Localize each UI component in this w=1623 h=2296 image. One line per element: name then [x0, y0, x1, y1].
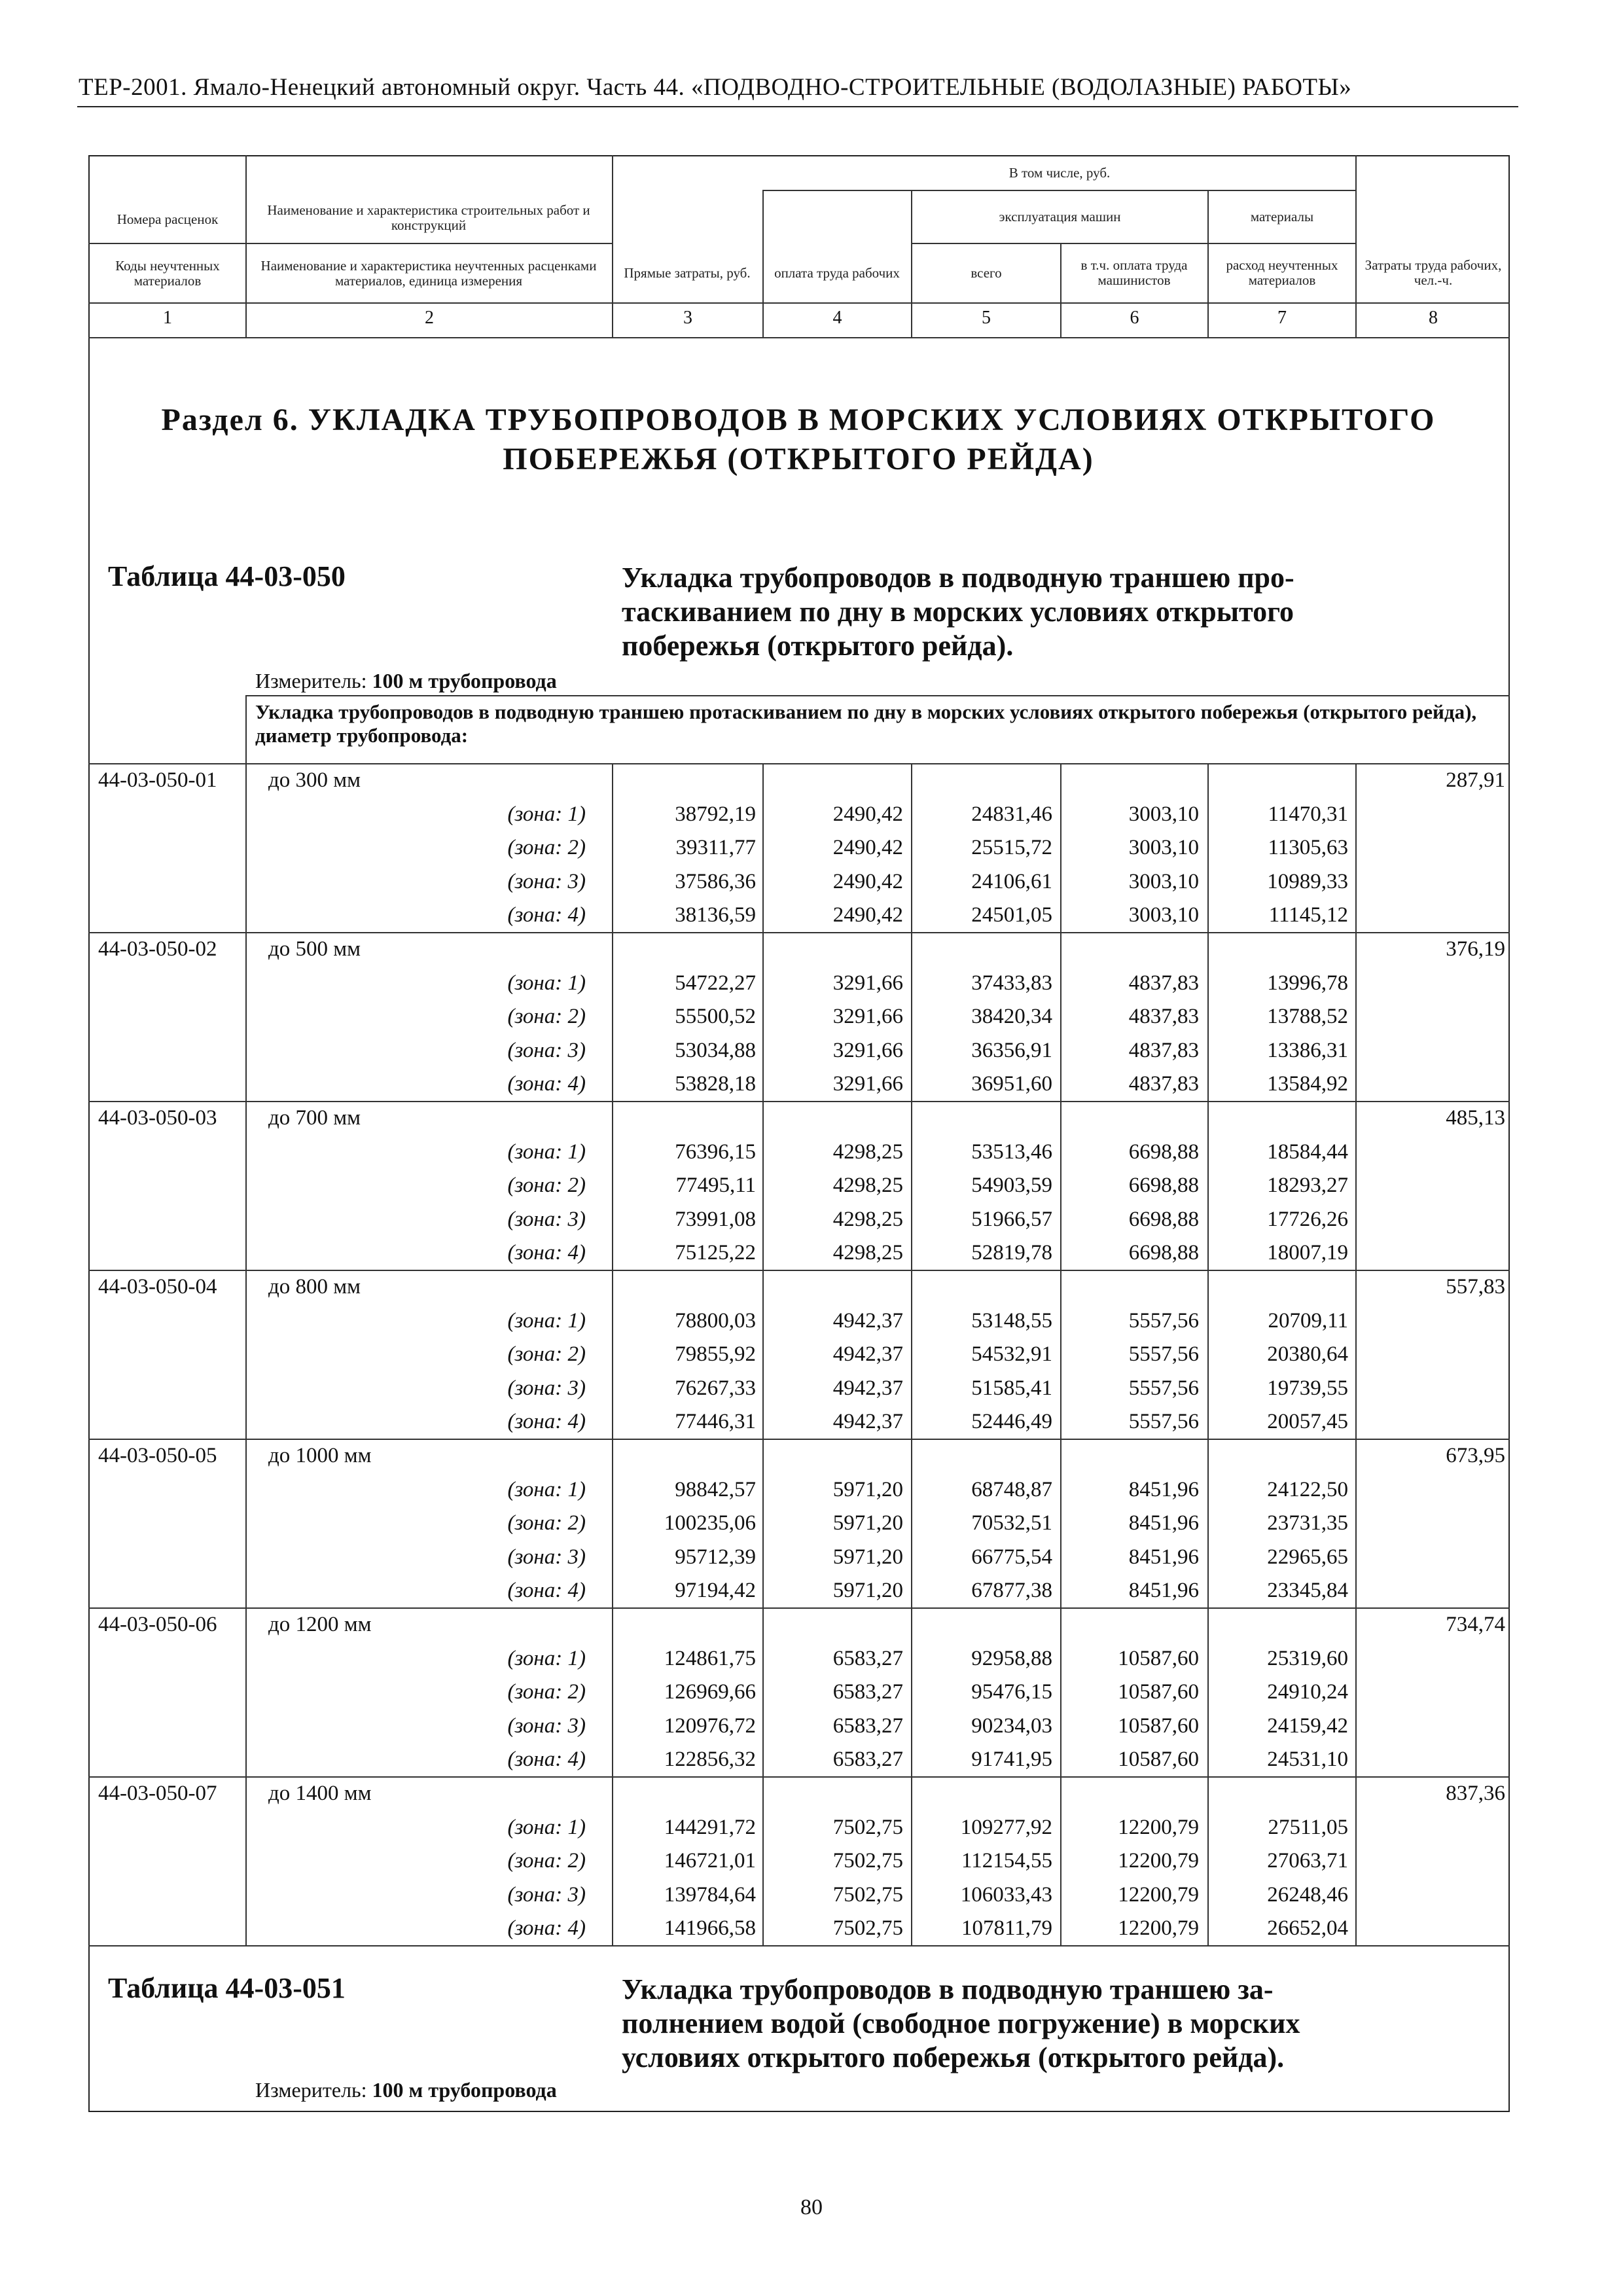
- materials-value-text: 27063,71: [1267, 1849, 1348, 1873]
- column-number: 2: [425, 308, 434, 328]
- grid-line: [612, 1439, 613, 1607]
- operators-value-text: 8451,96: [1128, 1579, 1199, 1602]
- labor-hours-text: 287,91: [1446, 768, 1505, 792]
- machines-value-text: 52819,78: [971, 1241, 1052, 1265]
- zone-label-text: (зона: 1): [507, 1139, 586, 1164]
- rate-code: 44-03-050-05: [98, 1444, 217, 1467]
- machines-value-text: 51966,57: [971, 1207, 1052, 1231]
- grid-line: [911, 1607, 912, 1776]
- materials-value-text: 13386,31: [1267, 1038, 1348, 1062]
- direct-value-text: 76396,15: [675, 1139, 756, 1164]
- grid-line: [1207, 1270, 1209, 1439]
- operators-value-text: 6698,88: [1128, 1174, 1199, 1197]
- grid-line: [88, 337, 1510, 338]
- grid-line: [612, 1270, 613, 1439]
- zone-label-text: (зона: 2): [507, 1342, 586, 1366]
- zone-label-text: (зона: 4): [507, 1916, 586, 1940]
- direct-value-text: 124861,75: [664, 1646, 756, 1670]
- grid-line: [1207, 1776, 1209, 1945]
- operators-value-text: 12200,79: [1118, 1849, 1199, 1873]
- grid-line: [88, 302, 1510, 304]
- header-labor-costs: Затраты труда рабочих, чел.-ч.: [1364, 257, 1502, 288]
- direct-value-text: 100235,06: [664, 1511, 756, 1535]
- zone-label-text: (зона: 1): [507, 1477, 586, 1501]
- materials-value-text: 18007,19: [1267, 1241, 1348, 1265]
- grid-line: [1355, 1607, 1357, 1776]
- column-number: 5: [982, 308, 991, 328]
- direct-value-text: 77446,31: [675, 1410, 756, 1433]
- grid-line: [1355, 932, 1357, 1101]
- machines-value-text: 36356,91: [971, 1038, 1052, 1062]
- operators-value-text: 5557,56: [1128, 1308, 1199, 1333]
- row-separator: [88, 1945, 1510, 1946]
- grid-line: [245, 763, 247, 932]
- direct-value-text: 55500,52: [675, 1005, 756, 1028]
- wages-value-text: 4298,25: [832, 1174, 903, 1197]
- operators-value-text: 5557,56: [1128, 1342, 1199, 1366]
- grid-line: [911, 1101, 912, 1270]
- direct-value-text: 78800,03: [675, 1308, 756, 1333]
- materials-value-text: 11305,63: [1268, 836, 1348, 859]
- direct-value-text: 146721,01: [664, 1849, 756, 1873]
- page-number: 80: [800, 2195, 823, 2219]
- rate-code: 44-03-050-03: [98, 1106, 217, 1130]
- zone-label-text: (зона: 2): [507, 1680, 586, 1704]
- grid-line: [1060, 763, 1061, 932]
- machines-value-text: 38420,34: [971, 1005, 1052, 1028]
- materials-value-text: 17726,26: [1267, 1207, 1348, 1231]
- zone-label-text: (зона: 1): [507, 971, 586, 995]
- grid-line: [1060, 1270, 1061, 1439]
- direct-value-text: 122856,32: [664, 1748, 756, 1771]
- measure-value: 100 м трубопровода: [372, 2078, 557, 2102]
- row-separator: [88, 763, 1510, 764]
- operators-value-text: 6698,88: [1128, 1139, 1199, 1164]
- direct-value-text: 144291,72: [664, 1815, 756, 1839]
- operators-value-text: 10587,60: [1118, 1646, 1199, 1670]
- direct-value-text: 141966,58: [664, 1916, 756, 1940]
- grid-line: [245, 1607, 247, 1776]
- diameter-label: до 700 мм: [268, 1106, 361, 1130]
- machines-value-text: 53513,46: [971, 1139, 1052, 1164]
- wages-value-text: 5971,20: [832, 1545, 903, 1569]
- machines-value-text: 107811,79: [961, 1916, 1052, 1940]
- materials-value-text: 10989,33: [1267, 869, 1348, 893]
- materials-value-text: 27511,05: [1268, 1815, 1348, 1839]
- labor-hours-text: 376,19: [1446, 937, 1505, 961]
- table-number: Таблица 44-03-050: [108, 560, 346, 592]
- zone-label-text: (зона: 2): [507, 1511, 586, 1535]
- running-header: ТЕР-2001. Ямало-Ненецкий автономный округ. Часть 44. «ПОДВОДНО-СТРОИТЕЛЬНЫЕ (ВОДОЛАЗНЫЕ) РАБОТЫ»: [79, 74, 1352, 101]
- header-operator-wages: в т.ч. оплата труда машинистов: [1080, 257, 1188, 288]
- grid-line: [762, 1439, 764, 1607]
- zone-label-text: (зона: 4): [507, 1748, 586, 1771]
- direct-value-text: 75125,22: [675, 1241, 756, 1265]
- materials-value-text: 19739,55: [1267, 1376, 1348, 1400]
- machines-value-text: 109277,92: [960, 1815, 1052, 1839]
- diameter-label: до 800 мм: [268, 1275, 361, 1299]
- grid-line: [1060, 1439, 1061, 1607]
- row-separator: [88, 1607, 1510, 1609]
- column-number: 6: [1130, 308, 1139, 328]
- labor-hours-text: 734,74: [1446, 1613, 1505, 1636]
- wages-value-text: 7502,75: [832, 1815, 903, 1839]
- grid-line: [1207, 932, 1209, 1101]
- machines-value-text: 54903,59: [971, 1174, 1052, 1197]
- operators-value-text: 6698,88: [1128, 1241, 1199, 1265]
- machines-value-text: 106033,43: [960, 1882, 1052, 1907]
- header-rate-numbers: Номера расценок: [116, 211, 219, 227]
- wages-value-text: 5971,20: [832, 1477, 903, 1501]
- grid-line: [1060, 932, 1061, 1101]
- grid-line: [911, 1439, 912, 1607]
- zone-label-text: (зона: 3): [507, 1376, 586, 1400]
- table-title-line: побережья (открытого рейда).: [622, 630, 1014, 662]
- diameter-label: до 1400 мм: [268, 1782, 372, 1805]
- grid-line: [762, 932, 764, 1101]
- operators-value-text: 12200,79: [1118, 1916, 1199, 1940]
- table-title-line: условиях открытого побережья (открытого рейда).: [622, 2041, 1285, 2073]
- header-including: В том числе, руб.: [1008, 164, 1111, 181]
- operators-value-text: 8451,96: [1128, 1511, 1199, 1535]
- wages-value-text: 2490,42: [832, 869, 903, 893]
- wages-value-text: 5971,20: [832, 1579, 903, 1602]
- materials-value-text: 20380,64: [1267, 1342, 1348, 1366]
- zone-label-text: (зона: 4): [507, 1241, 586, 1265]
- wages-value-text: 2490,42: [832, 903, 903, 927]
- column-number: 4: [832, 308, 842, 328]
- machines-value-text: 53148,55: [971, 1308, 1052, 1333]
- measure-label: Измеритель:: [255, 669, 367, 692]
- materials-value-text: 11470,31: [1268, 802, 1348, 826]
- wages-value-text: 3291,66: [832, 971, 903, 995]
- grid-line: [245, 1101, 247, 1270]
- grid-line: [1355, 1439, 1357, 1607]
- operators-value-text: 4837,83: [1128, 1038, 1199, 1062]
- wages-value-text: 4298,25: [832, 1139, 903, 1164]
- wages-value-text: 7502,75: [832, 1849, 903, 1873]
- direct-value-text: 53828,18: [675, 1072, 756, 1096]
- rate-code: 44-03-050-06: [98, 1613, 217, 1636]
- direct-value-text: 53034,88: [675, 1038, 756, 1062]
- wages-value-text: 4942,37: [832, 1342, 903, 1366]
- grid-line: [245, 1270, 247, 1439]
- table-title-line: Укладка трубопроводов в подводную траншею за-: [622, 1973, 1274, 2005]
- operators-value-text: 10587,60: [1118, 1680, 1199, 1704]
- operators-value-text: 5557,56: [1128, 1376, 1199, 1400]
- rate-code: 44-03-050-04: [98, 1275, 217, 1299]
- rate-code: 44-03-050-07: [98, 1782, 217, 1805]
- zone-label-text: (зона: 3): [507, 869, 586, 893]
- grid-line: [88, 243, 612, 244]
- table-title-line: полнением водой (свободное погружение) в морских: [622, 2007, 1300, 2039]
- operators-value-text: 6698,88: [1128, 1207, 1199, 1231]
- grid-line: [911, 932, 912, 1101]
- direct-value-text: 97194,42: [675, 1579, 756, 1602]
- operators-value-text: 4837,83: [1128, 1005, 1199, 1028]
- materials-value-text: 24531,10: [1267, 1748, 1348, 1771]
- materials-value-text: 26652,04: [1267, 1916, 1348, 1940]
- column-number: 3: [683, 308, 692, 328]
- zone-label-text: (зона: 2): [507, 1174, 586, 1197]
- measure-value: 100 м трубопровода: [372, 669, 557, 692]
- grid-line: [1060, 1607, 1061, 1776]
- table-title-line: таскиванием по дну в морских условиях открытого: [622, 596, 1294, 628]
- zone-label-text: (зона: 2): [507, 836, 586, 859]
- operators-value-text: 3003,10: [1128, 869, 1199, 893]
- wages-value-text: 3291,66: [832, 1072, 903, 1096]
- zone-label-text: (зона: 4): [507, 1579, 586, 1602]
- materials-value-text: 23731,35: [1267, 1511, 1348, 1535]
- measure-unit: [255, 669, 557, 693]
- wages-value-text: 6583,27: [832, 1646, 903, 1670]
- wages-value-text: 4942,37: [832, 1308, 903, 1333]
- direct-value-text: 73991,08: [675, 1207, 756, 1231]
- operators-value-text: 3003,10: [1128, 802, 1199, 826]
- wages-value-text: 6583,27: [832, 1713, 903, 1738]
- zone-label-text: (зона: 3): [507, 1545, 586, 1569]
- grid-line: [1355, 1101, 1357, 1270]
- grid-line: [1355, 763, 1357, 932]
- header-material-codes: Коды неучтенных материалов: [115, 257, 220, 289]
- column-number: 8: [1429, 308, 1438, 328]
- grid-line: [245, 1439, 247, 1607]
- materials-value-text: 13996,78: [1267, 971, 1348, 995]
- machines-value-text: 54532,91: [971, 1342, 1052, 1366]
- wages-value-text: 4298,25: [832, 1207, 903, 1231]
- grid-line: [612, 1776, 613, 1945]
- materials-value-text: 22965,65: [1267, 1545, 1348, 1569]
- zone-label-text: (зона: 3): [507, 1207, 586, 1231]
- machines-value-text: 91741,95: [971, 1748, 1052, 1771]
- operators-value-text: 10587,60: [1118, 1748, 1199, 1771]
- machines-value-text: 90234,03: [971, 1713, 1052, 1738]
- machines-value-text: 37433,83: [971, 971, 1052, 995]
- row-separator: [88, 1101, 1510, 1102]
- direct-value-text: 39311,77: [675, 836, 756, 859]
- wages-value-text: 3291,66: [832, 1038, 903, 1062]
- materials-value-text: 23345,84: [1267, 1579, 1348, 1602]
- wages-value-text: 2490,42: [832, 836, 903, 859]
- operators-value-text: 4837,83: [1128, 971, 1199, 995]
- wages-value-text: 2490,42: [832, 802, 903, 826]
- materials-value-text: 20709,11: [1268, 1308, 1348, 1333]
- operators-value-text: 8451,96: [1128, 1477, 1199, 1501]
- table-title: [622, 1973, 1420, 2075]
- grid-line: [1207, 1607, 1209, 1776]
- wages-value-text: 4942,37: [832, 1410, 903, 1433]
- section-title-line: Раздел 6. УКЛАДКА ТРУБОПРОВОДОВ В МОРСКИХ УСЛОВИЯХ ОТКРЫТОГО: [161, 403, 1436, 437]
- direct-value-text: 120976,72: [664, 1713, 756, 1738]
- grid-line: [1060, 1101, 1061, 1270]
- materials-value-text: 26248,46: [1267, 1882, 1348, 1907]
- grid-line: [1060, 1776, 1061, 1945]
- machines-value-text: 36951,60: [971, 1072, 1052, 1096]
- operators-value-text: 12200,79: [1118, 1815, 1199, 1839]
- machines-value-text: 67877,38: [971, 1579, 1052, 1602]
- grid-line: [245, 695, 247, 763]
- materials-value-text: 25319,60: [1267, 1646, 1348, 1670]
- diameter-label: до 1000 мм: [268, 1444, 372, 1467]
- direct-value-text: 126969,66: [664, 1680, 756, 1704]
- machines-value-text: 24106,61: [971, 869, 1052, 893]
- operators-value-text: 3003,10: [1128, 903, 1199, 927]
- wages-value-text: 3291,66: [832, 1005, 903, 1028]
- row-separator: [88, 1776, 1510, 1778]
- header-work-name: Наименование и характеристика строительных работ и конструкций: [267, 202, 590, 233]
- diameter-label: до 500 мм: [268, 937, 361, 961]
- header-unaccounted-materials: расход неучтенных материалов: [1226, 257, 1338, 288]
- grid-line: [612, 763, 613, 932]
- materials-value-text: 24159,42: [1267, 1713, 1348, 1738]
- machines-value-text: 52446,49: [971, 1410, 1052, 1433]
- grid-line: [245, 1776, 247, 1945]
- labor-hours-text: 673,95: [1446, 1444, 1505, 1467]
- labor-hours-text: 485,13: [1446, 1106, 1505, 1130]
- zone-label-text: (зона: 3): [507, 1713, 586, 1738]
- operators-value-text: 4837,83: [1128, 1072, 1199, 1096]
- direct-value-text: 38792,19: [675, 802, 756, 826]
- materials-value-text: 20057,45: [1267, 1410, 1348, 1433]
- operators-value-text: 5557,56: [1128, 1410, 1199, 1433]
- diameter-label: до 300 мм: [268, 768, 361, 792]
- header-wages: оплата труда рабочих: [774, 264, 900, 281]
- labor-hours-text: 837,36: [1446, 1782, 1505, 1805]
- grid-line: [612, 932, 613, 1101]
- wages-value-text: 4942,37: [832, 1376, 903, 1400]
- grid-line: [1207, 1439, 1209, 1607]
- zone-label-text: (зона: 3): [507, 1882, 586, 1907]
- operators-value-text: 10587,60: [1118, 1713, 1199, 1738]
- wages-value-text: 4298,25: [832, 1241, 903, 1265]
- grid-line: [612, 1101, 613, 1270]
- grid-line: [911, 763, 912, 932]
- grid-line: [1355, 1776, 1357, 1945]
- header-machines-total: всего: [971, 264, 1002, 281]
- machines-value-text: 70532,51: [971, 1511, 1052, 1535]
- zone-label-text: (зона: 2): [507, 1005, 586, 1028]
- header-machine-operation: эксплуатация машин: [999, 208, 1121, 224]
- direct-value-text: 76267,33: [675, 1376, 756, 1400]
- table-title: [622, 561, 1420, 663]
- direct-value-text: 37586,36: [675, 869, 756, 893]
- grid-line: [245, 695, 1510, 696]
- machines-value-text: 24831,46: [971, 802, 1052, 826]
- machines-value-text: 68748,87: [971, 1477, 1052, 1501]
- materials-value-text: 18293,27: [1267, 1174, 1348, 1197]
- header-direct-costs: Прямые затраты, руб.: [624, 264, 751, 281]
- zone-label-text: (зона: 1): [507, 1815, 586, 1839]
- wages-value-text: 7502,75: [832, 1916, 903, 1940]
- measure-unit: [255, 2078, 557, 2102]
- direct-value-text: 38136,59: [675, 903, 756, 927]
- rate-code: 44-03-050-01: [98, 768, 217, 792]
- grid-line: [762, 1101, 764, 1270]
- direct-value-text: 98842,57: [675, 1477, 756, 1501]
- operators-value-text: 3003,10: [1128, 836, 1199, 859]
- zone-label-text: (зона: 1): [507, 802, 586, 826]
- wages-value-text: 5971,20: [832, 1511, 903, 1535]
- grid-line: [1355, 1270, 1357, 1439]
- operators-value-text: 12200,79: [1118, 1882, 1199, 1907]
- zone-label-text: (зона: 1): [507, 1308, 586, 1333]
- direct-value-text: 79855,92: [675, 1342, 756, 1366]
- grid-line: [762, 763, 764, 932]
- machines-value-text: 66775,54: [971, 1545, 1052, 1569]
- grid-line: [762, 190, 1355, 191]
- grid-line: [1207, 1101, 1209, 1270]
- rate-code: 44-03-050-02: [98, 937, 217, 961]
- diameter-label: до 1200 мм: [268, 1613, 372, 1636]
- column-number: 7: [1277, 308, 1287, 328]
- group-title: Укладка трубопроводов в подводную траншею протаскиванием по дну в морских условиях открытого побережья (открытого рейда), диаметр трубопровода:: [255, 700, 1477, 747]
- zone-label-text: (зона: 3): [507, 1038, 586, 1062]
- materials-value-text: 11145,12: [1268, 903, 1348, 927]
- zone-label-text: (зона: 4): [507, 903, 586, 927]
- header-material-name: Наименование и характеристика неучтенных расценками материалов, единица измерения: [260, 257, 597, 289]
- materials-value-text: 13788,52: [1267, 1005, 1348, 1028]
- measure-label: Измеритель:: [255, 2078, 367, 2102]
- machines-value-text: 51585,41: [971, 1376, 1052, 1400]
- zone-label-text: (зона: 4): [507, 1410, 586, 1433]
- machines-value-text: 92958,88: [971, 1646, 1052, 1670]
- direct-value-text: 95712,39: [675, 1545, 756, 1569]
- machines-value-text: 95476,15: [971, 1680, 1052, 1704]
- operators-value-text: 8451,96: [1128, 1545, 1199, 1569]
- machines-value-text: 24501,05: [971, 903, 1052, 927]
- grid-line: [911, 1270, 912, 1439]
- labor-hours-text: 557,83: [1446, 1275, 1505, 1299]
- materials-value-text: 24122,50: [1267, 1477, 1348, 1501]
- materials-value-text: 24910,24: [1267, 1680, 1348, 1704]
- direct-value-text: 77495,11: [675, 1174, 756, 1197]
- direct-value-text: 54722,27: [675, 971, 756, 995]
- column-number: 1: [163, 308, 172, 328]
- grid-line: [1207, 763, 1209, 932]
- header-materials: материалы: [1250, 208, 1314, 224]
- grid-line: [762, 1776, 764, 1945]
- zone-label-text: (зона: 1): [507, 1646, 586, 1670]
- zone-label-text: (зона: 4): [507, 1072, 586, 1096]
- grid-line: [911, 1776, 912, 1945]
- table-title-line: Укладка трубопроводов в подводную траншею про-: [622, 562, 1294, 594]
- direct-value-text: 139784,64: [664, 1882, 756, 1907]
- machines-value-text: 25515,72: [971, 836, 1052, 859]
- zone-label-text: (зона: 2): [507, 1849, 586, 1873]
- wages-value-text: 6583,27: [832, 1680, 903, 1704]
- header-rule: [77, 106, 1518, 107]
- row-separator: [88, 932, 1510, 933]
- materials-value-text: 18584,44: [1267, 1139, 1348, 1164]
- grid-line: [762, 1270, 764, 1439]
- materials-value-text: 13584,92: [1267, 1072, 1348, 1096]
- grid-line: [911, 243, 1355, 244]
- section-title: [92, 401, 1505, 479]
- grid-line: [762, 1607, 764, 1776]
- machines-value-text: 112154,55: [961, 1849, 1052, 1873]
- grid-line: [612, 1607, 613, 1776]
- wages-value-text: 6583,27: [832, 1748, 903, 1771]
- grid-line: [245, 932, 247, 1101]
- row-separator: [88, 1439, 1510, 1440]
- wages-value-text: 7502,75: [832, 1882, 903, 1907]
- row-separator: [88, 1270, 1510, 1271]
- section-title-line: ПОБЕРЕЖЬЯ (ОТКРЫТОГО РЕЙДА): [503, 442, 1094, 476]
- table-number: Таблица 44-03-051: [108, 1972, 346, 2004]
